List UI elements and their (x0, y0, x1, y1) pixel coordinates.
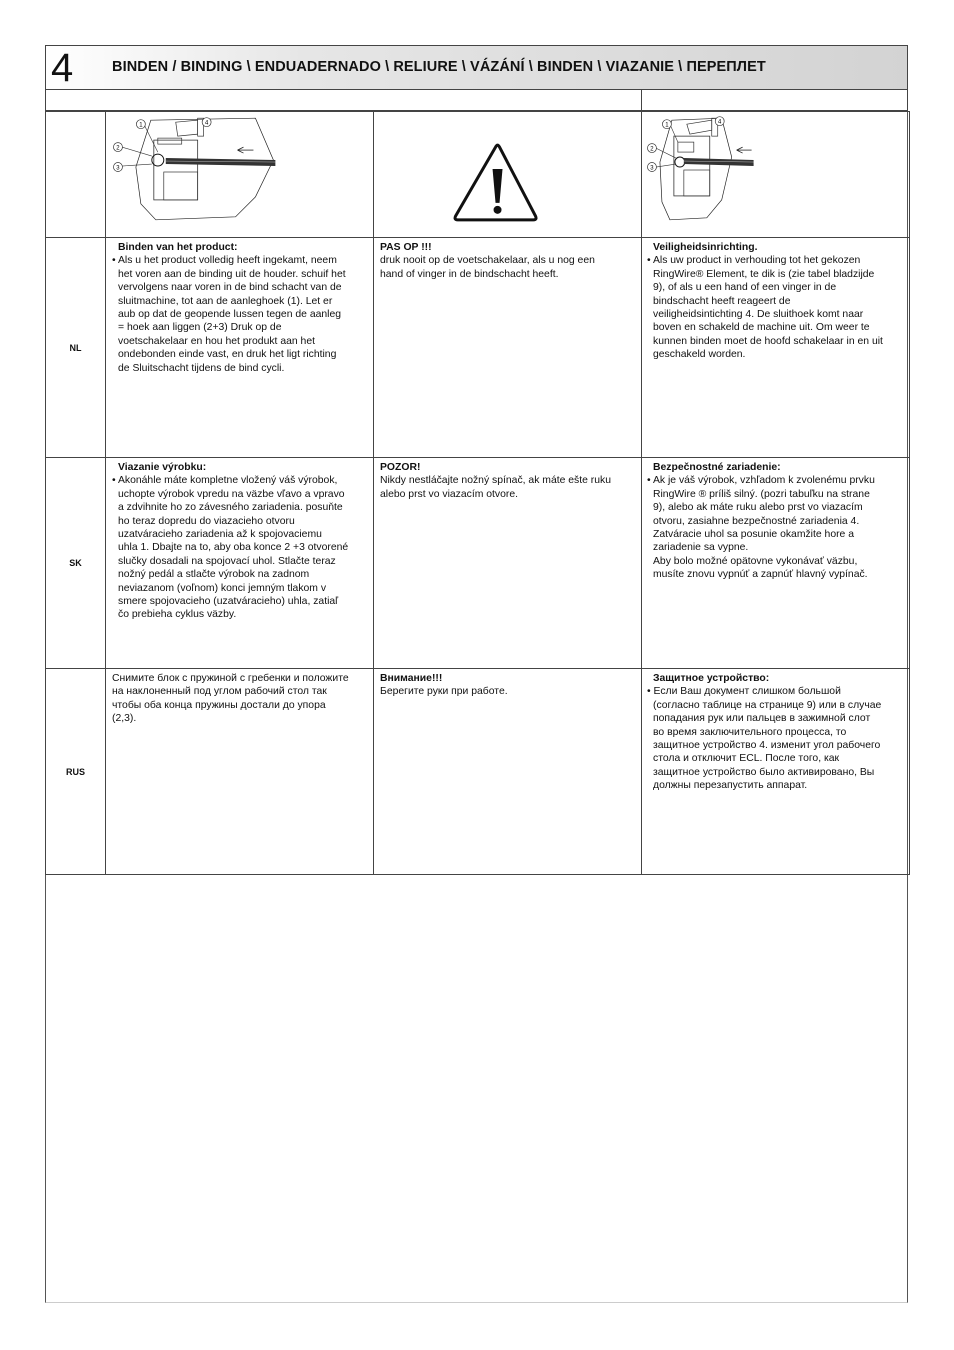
cell-text-line: druk nooit op de voetschakelaar, als u nog een (380, 255, 595, 267)
cell-text-line: чтобы оба конца пружины достали до упора (112, 699, 326, 711)
warning-triangle-icon (374, 112, 641, 232)
nl-safety-text (642, 238, 909, 362)
cell-text-line: vervolgens naar voren in de bind schacht van de (118, 282, 342, 294)
cell-text-line: • Ak je váš výrobok, vzhľadom k zvolenému prvku (647, 475, 875, 487)
sk-safety-text (642, 458, 909, 582)
cell-text-line: на наклоненный под углом рабочий стол так (112, 686, 327, 698)
rus-binding-cell (106, 669, 374, 875)
cell-text-line: попадания рук или пальцев в зажимной слот (653, 713, 871, 725)
cell-text-line: geschakeld worden. (653, 349, 746, 361)
row-nl (46, 238, 910, 458)
cell-text-line: nožný pedál a stlačte výrobok na zadnom (118, 569, 310, 581)
binder-diagram-left (106, 112, 373, 232)
cell-text-line: Aby bolo možné opätovne vykonávať väzbu, (653, 555, 858, 567)
rus-safety-text (642, 669, 909, 793)
sk-safety-cell (642, 458, 910, 669)
callout-4-label: 4 (204, 120, 209, 127)
instruction-table (45, 111, 910, 875)
rus-warning-text (374, 669, 641, 699)
cell-text-line: Nikdy nestláčajte nožný spínač, ak máte ešte ruku (380, 475, 612, 487)
cell-text-line: a zdvihnite ho zo závesného zariadenia. posuňte (118, 502, 343, 514)
cell-text-line: zariadenie sa vypne. (653, 542, 749, 554)
cell-heading: Veiligheidsinrichting. (653, 242, 758, 253)
cell-text-line: aub op dat de geopende lussen tegen de aanleg (118, 309, 342, 321)
cell-heading: Viazanie výrobku: (118, 462, 207, 473)
callout-3-label: 3 (116, 165, 120, 172)
cell-text-line: ondebonden einde vast, en druk het ligt richting (118, 349, 337, 361)
binder-diagram-right (642, 112, 909, 232)
cell-text-line: het voren aan de binding uit de houder. schuif het (118, 268, 346, 280)
binder-figure-cell-right (642, 112, 910, 238)
sk-binding-text (106, 458, 373, 622)
cell-text-line: защитное устройство было активировано, Вы (653, 766, 875, 778)
nl-binding-text (106, 238, 373, 375)
rus-safety-cell (642, 669, 910, 875)
sk-warning-cell (374, 458, 642, 669)
cell-text-line: de Sluitschacht tijdens de bind cycli. (118, 362, 285, 374)
nl-safety-cell (642, 238, 910, 458)
cell-text-line: smere spojovacieho (uzatváracieho) uhla, zatiaľ (118, 596, 339, 608)
cell-text-line: RingWire ® príliš silný. (pozri tabuľku na strane (653, 488, 870, 500)
cell-text-line: sluitmachine, tot aan de aanleghoek (1). Let er (118, 295, 333, 307)
cell-text-line: = hoek aan liggen (2+3) Druk op de (118, 322, 282, 334)
cell-text-line: во время заключительного процесса, то (653, 726, 847, 738)
cell-text-line: alebo prst vo viazacím otvore. (380, 488, 519, 500)
cell-heading: Защитное устройство: (653, 673, 770, 684)
cell-text-line: (согласно таблице на странице 9) или в случае (653, 699, 882, 711)
cell-heading: Binden van het product: (118, 242, 238, 253)
cell-text-line: voetschakelaar en hou het produkt aan het (118, 335, 315, 347)
nl-binding-cell (106, 238, 374, 458)
cell-text-line: čo prebieha cyklus väzby. (118, 609, 237, 621)
row-sk (46, 458, 910, 669)
warning-figure-cell (374, 112, 642, 238)
rus-binding-text (106, 669, 373, 726)
cell-text-line: должны перезапустить аппарат. (653, 780, 808, 792)
callout-3-label-right: 3 (650, 165, 654, 172)
cell-text-line: hand of vinger in de bindschacht heeft. (380, 268, 559, 280)
cell-heading: PAS OP !!! (380, 242, 432, 253)
sk-binding-cell (106, 458, 374, 669)
cell-text-line: Zatváracie uhol sa posunie okamžite hore a (653, 529, 854, 541)
section-number: 4 (51, 46, 74, 90)
lang-label-rus: RUS (46, 669, 106, 875)
section-header (45, 45, 908, 90)
cell-heading: Bezpečnostné zariadenie: (653, 462, 781, 473)
cell-text-line: (2,3). (112, 713, 137, 725)
lang-label-sk: SK (46, 458, 106, 669)
callout-1-label-right: 1 (665, 122, 669, 129)
figure-row-lang-cell (46, 112, 106, 238)
callout-2-label: 2 (116, 145, 120, 152)
cell-text-line: boven en schakeld de machine uit. Om weer te (653, 322, 870, 334)
subheader-divider (641, 89, 642, 111)
cell-text-line: uchopte výrobok vpredu na väzbe vľavo a vpravo (118, 488, 345, 500)
row-rus (46, 669, 910, 875)
cell-text-line: защитное устройство 4. изменит угол рабочего (653, 740, 881, 752)
cell-text-line: neviazanom (voľnom) konci jemným tlakom v (118, 582, 327, 594)
figure-row (46, 112, 910, 238)
cell-text-line: Снимите блок с пружиной с гребенки и положите (112, 673, 349, 684)
binder-figure-cell-left (106, 112, 374, 238)
sk-warning-text (374, 458, 641, 501)
cell-text-line: 9), alebo ak máte ruku alebo prst vo viazacím (653, 502, 863, 514)
cell-text-line: uhla 1. Dbajte na to, aby oba konce 2 +3 otvorené (118, 542, 349, 554)
callout-1-label: 1 (139, 122, 143, 129)
cell-heading: Внимание!!! (380, 673, 443, 684)
cell-text-line: Берегите руки при работе. (380, 686, 508, 698)
callout-4-label-right: 4 (718, 119, 722, 126)
cell-text-line: slučky dosadali na spojovací uhol. Stlačte teraz (118, 555, 336, 567)
cell-text-line: musíte znovu vypnúť a zapnúť hlavný vypínač. (653, 569, 868, 581)
cell-text-line: • Если Ваш документ слишком большой (647, 686, 841, 698)
rus-warning-cell (374, 669, 642, 875)
cell-text-line: ho teraz dopredu do viazacieho otvoru (118, 515, 295, 527)
subheader-row (45, 89, 908, 111)
cell-text-line: • Als u het product volledig heeft ingekamt, neem (112, 255, 337, 267)
cell-text-line: RingWire® Element, te dik is (zie tabel bladzijde (653, 268, 875, 280)
cell-text-line: 9), of als u een hand of een vinger in de (653, 282, 837, 294)
cell-text-line: uzatváracieho zariadenia až k spojovaciemu (118, 529, 322, 541)
cell-text-line: otvoru, zasiahne bezpečnostné zariadenia 4. (653, 515, 860, 527)
nl-warning-cell (374, 238, 642, 458)
lang-label-nl: NL (46, 238, 106, 458)
cell-heading: POZOR! (380, 462, 421, 473)
cell-text-line: • Als uw product in verhouding tot het gekozen (647, 255, 861, 267)
cell-text-line: bindschacht heeft reageert de (653, 295, 791, 307)
cell-text-line: • Akonáhle máte kompletne vložený váš výrobok, (112, 475, 338, 487)
cell-text-line: kunnen binden moet de hoofd schakelaar in en uit (653, 335, 883, 347)
cell-text-line: стола и отключит ECL. После того, как (653, 753, 840, 765)
section-title: BINDEN / BINDING \ ENDUADERNADO \ RELIURE \ VÁZÁNÍ \ BINDEN \ VIAZANIE \ ПЕРЕПЛЕТ (112, 59, 766, 75)
callout-2-label-right: 2 (650, 146, 654, 153)
cell-text-line: veiligheidsintichting 4. De sluithoek komt naar (653, 309, 864, 321)
nl-warning-text (374, 238, 641, 281)
